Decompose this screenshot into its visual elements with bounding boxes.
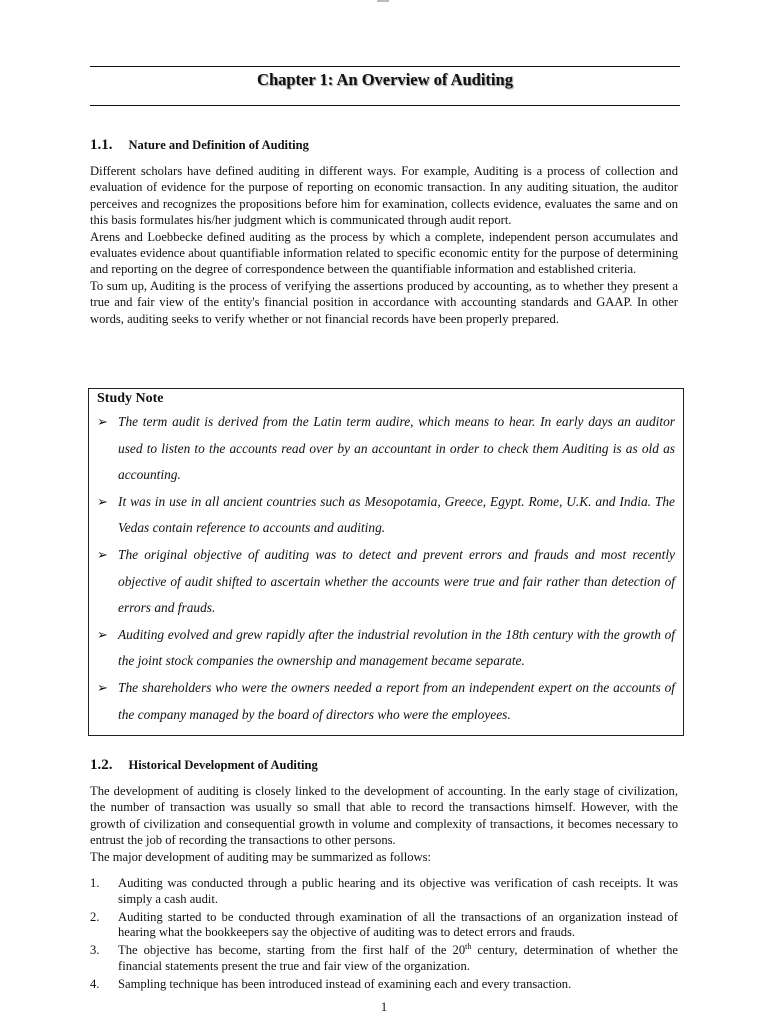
section-number: 1.1. xyxy=(90,137,113,153)
section-title: Nature and Definition of Auditing xyxy=(128,138,309,152)
text-part: The objective has become, starting from the first half of the 20 xyxy=(118,943,466,958)
section-heading-2 xyxy=(90,756,318,774)
list-item xyxy=(90,977,678,993)
arrow-bullet-icon: ➢ xyxy=(97,546,108,562)
list-item-text: The original objective of auditing was to detect and prevent errors and frauds and most recently objective of audit shifted to ascertain whether the accounts were true and fair rather than detection of errors and frauds. xyxy=(118,546,675,616)
list-item xyxy=(90,943,678,975)
list-item xyxy=(97,489,675,542)
study-note-title: Study Note xyxy=(97,391,164,406)
list-item xyxy=(97,675,675,728)
paragraph: To sum up, Auditing is the process of verifying the assertions produced by accounting, as to whether they present a true and fair view of the entity's financial position in accordance with accounting standards and GAAP. In other words, auditing seeks to verify whether or not financial records have been properly prepared. xyxy=(90,278,678,326)
study-note-box xyxy=(88,388,684,736)
list-number: 3. xyxy=(90,943,100,958)
section-title: Historical Development of Auditing xyxy=(128,758,318,772)
list-item-text: It was in use in all ancient countries such as Mesopotamia, Greece, Egypt. Rome, U.K. and India. The Vedas contain reference to accounts and auditing. xyxy=(118,493,675,536)
paragraph: Different scholars have defined auditing in different ways. For example, Auditing is a process of collection and evaluation of evidence for the purpose of reporting on economic transaction. In any auditing situation, the auditor perceives and recognizes the propositions before him for examination, collects evidence, evaluates the same and on this basis formulates his/her judgment which is communicated through audit report. xyxy=(90,164,678,228)
list-item xyxy=(97,542,675,622)
list-number: 1. xyxy=(90,876,100,890)
list-item xyxy=(90,910,678,942)
paragraph: Arens and Loebbecke defined auditing as the process by which a complete, independent person accumulates and evaluates evidence about quantifiable information related to specific economic entity for the purpose of determining and reporting on the degree of correspondence between the quantifiable information and established criteria. xyxy=(90,229,678,277)
paragraph: The major development of auditing may be summarized as follows: xyxy=(90,849,431,864)
list-item xyxy=(90,876,678,908)
list-item-text: The term audit is derived from the Latin term audire, which means to hear. In early days an auditor used to listen to the accounts read over by an accountant in order to check them Auditing is as old as accounting. xyxy=(118,414,675,483)
section-1-body xyxy=(90,163,678,327)
arrow-bullet-icon: ➢ xyxy=(97,414,108,429)
section-heading-1 xyxy=(90,136,309,154)
arrow-bullet-icon: ➢ xyxy=(97,493,108,509)
development-list xyxy=(90,876,678,995)
paragraph: The development of auditing is closely linked to the development of accounting. In the early stage of civilization, the number of transaction was usually so small that able to record the transactions himself. However, with the growth of civilization and consequential growth in volume and complexity of transactions, it becomes necessary to entrust the job of recording the transactions to other persons. xyxy=(90,784,678,848)
list-number: 2. xyxy=(90,909,100,924)
arrow-bullet-icon: ➢ xyxy=(97,679,108,695)
list-item-text xyxy=(118,943,678,973)
list-item-text: The shareholders who were the owners needed a report from an independent expert on the accounts of the company managed by the board of directors who were the employees. xyxy=(118,679,675,722)
chapter-title: Chapter 1: An Overview of Auditing xyxy=(257,70,513,89)
title-top-rule xyxy=(90,66,680,67)
list-item xyxy=(97,409,675,489)
list-item-text: Auditing started to be conducted through examination of all the transactions of an organization instead of hearing what the bookkeepers say the objective of auditing was to detect errors and frauds. xyxy=(118,909,678,940)
page-number: 1 xyxy=(380,1000,388,1014)
section-2-body xyxy=(90,783,678,865)
study-note-list xyxy=(97,409,675,728)
superscript: th xyxy=(465,942,472,951)
title-bottom-rule xyxy=(90,105,680,106)
list-item-text: Auditing was conducted through a public hearing and its objective was verification of cash receipts. It was simply a cash audit. xyxy=(118,876,678,906)
list-item-text: Auditing evolved and grew rapidly after the industrial revolution in the 18th century with the growth of the joint stock companies the ownership and management became separate. xyxy=(118,626,675,669)
list-item xyxy=(97,622,675,675)
header-mark xyxy=(377,0,389,2)
list-number: 4. xyxy=(90,976,100,991)
list-item-text: Sampling technique has been introduced instead of examining each and every transaction. xyxy=(118,976,572,991)
text-part: century, determination of whether the financial statements present the true and fair view of the organization. xyxy=(118,943,678,973)
section-number: 1.2. xyxy=(90,757,113,773)
arrow-bullet-icon: ➢ xyxy=(97,626,108,642)
